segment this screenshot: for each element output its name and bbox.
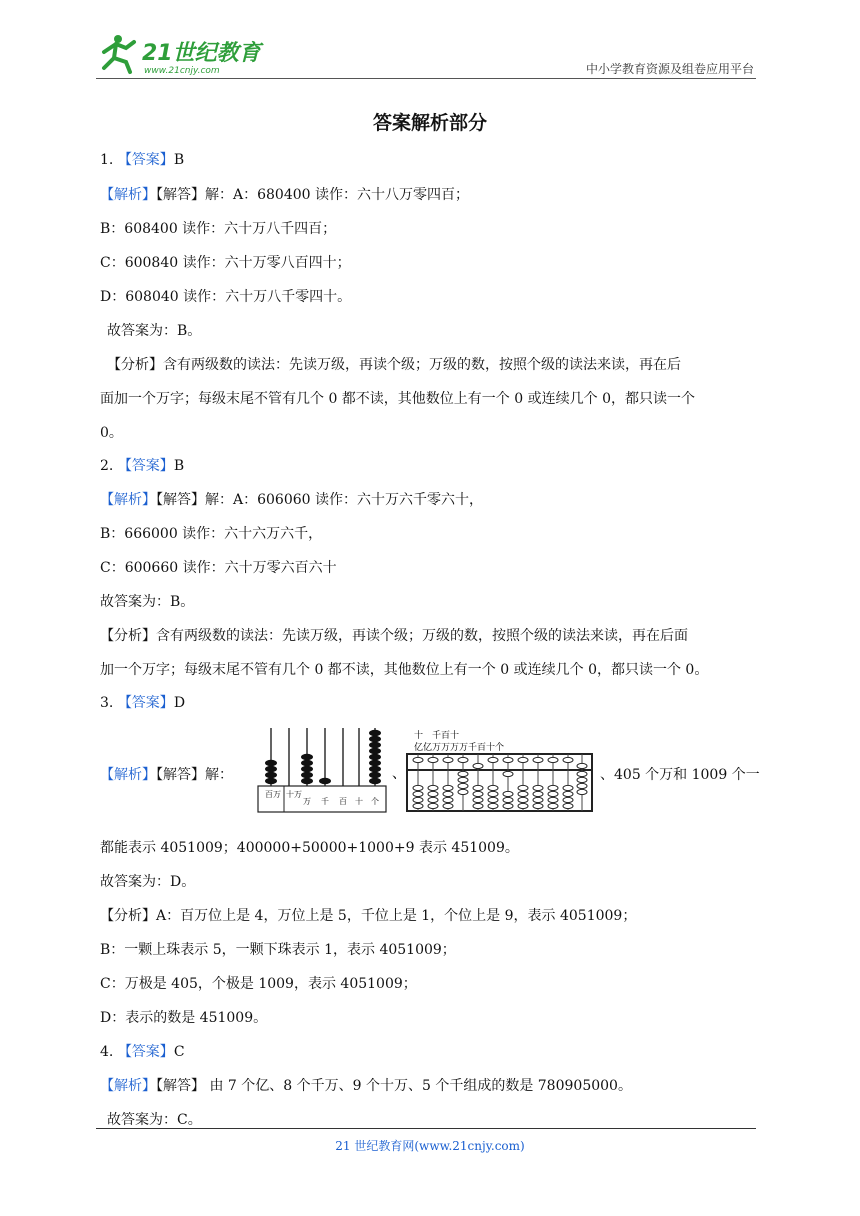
q1-number: 1. (100, 152, 114, 168)
analysis-tag: 【解析】 (100, 1078, 156, 1094)
q3-fenxi-text-1: A：百万位上是 4，万位上是 5，千位上是 1，个位上是 9，表示 4051009； (156, 908, 637, 924)
q3-answer: D (173, 695, 186, 711)
page-header (96, 30, 756, 78)
runner-icon (104, 35, 134, 72)
q2-line-3: C：600660 读作：六十万零六百六十 (100, 560, 337, 576)
solution-tag: 【解答】 (156, 492, 205, 508)
answer-tag: 【答案】 (117, 695, 174, 711)
q2-answer-line (100, 456, 184, 476)
abacus-label-thousands: 千 (321, 797, 329, 806)
q1-line-2: B：608400 读作：六十万八千四百； (100, 221, 337, 237)
analysis-tag: 【解析】 (100, 187, 156, 203)
q3-fenxi-line-3: C：万极是 405，个极是 1009，表示 4051009； (100, 976, 417, 992)
analysis-tag: 【解析】 (100, 492, 156, 508)
page-title: 答案解析部分 (372, 112, 487, 134)
q4-answer: C (173, 1044, 185, 1060)
footer-text: 21 世纪教育网(www.21cnjy.com) (335, 1139, 525, 1153)
q1-fenxi-text-1: 含有两级数的读法：先读万级，再读个级；万级的数，按照个级的读法来读，再在后 (163, 357, 681, 373)
fenxi-tag: 【分析】 (100, 908, 156, 924)
header-divider (96, 78, 756, 79)
q4-answer-line (100, 1042, 185, 1062)
footer-divider (96, 1128, 756, 1129)
abacus-label-hundred-thousands: 十万 (286, 790, 302, 799)
suanpan-figure (407, 729, 592, 811)
q4-line-1: 由 7 个亿、8 个千万、9 个十万、5 个千组成的数是 780905000。 (205, 1078, 632, 1094)
q1-fenxi-line-2: 面加一个万字；每级末尾不管有几个 0 都不读，其他数位上有一个 0 或连续几个 0，都只读一个 (100, 391, 695, 407)
q3-line-2: 都能表示 4051009；400000+50000+1000+9 表示 451009。 (100, 840, 519, 856)
q2-fenxi-line-2: 加一个万字；每级末尾不管有几个 0 都不读，其他数位上有一个 0 或连续几个 0，都只读一个 0。 (100, 662, 709, 678)
q3-fenxi-line-4: D：表示的数是 451009。 (100, 1010, 268, 1026)
answer-tag: 【答案】 (117, 1044, 174, 1060)
abacus-label-tens: 十 (355, 797, 363, 806)
q3-line-1-pre: 解： (205, 767, 233, 783)
answer-tag: 【答案】 (117, 152, 174, 168)
q2-fenxi-text-1: 含有两级数的读法：先读万级，再读个级；万级的数，按照个级的读法来读，再在后面 (156, 628, 688, 644)
q3-conclusion: 故答案为：D。 (100, 874, 196, 890)
counting-frame-figure (258, 728, 386, 812)
fenxi-tag: 【分析】 (100, 628, 156, 644)
q1-line-1: 解：A：680400 读作：六十八万零四百； (205, 187, 470, 203)
suanpan-place-labels: 亿亿万万万万千百十个 (414, 743, 505, 753)
q2-answer: B (173, 458, 185, 474)
q3-figures (256, 726, 601, 818)
logo (96, 30, 266, 76)
q4-analysis-line (100, 1076, 632, 1096)
q3-fenxi-line-1 (100, 906, 636, 926)
q1-answer-line (100, 150, 184, 170)
q1-line-4: D：608040 读作：六十万八千零四十。 (100, 289, 352, 305)
solution-tag: 【解答】 (156, 1078, 205, 1094)
q1-answer: B (173, 152, 185, 168)
q1-fenxi-line-3: 0。 (100, 425, 123, 441)
suanpan-top-labels: 十 千百十 (414, 731, 460, 741)
q4-number: 4. (100, 1044, 114, 1060)
q2-conclusion: 故答案为：B。 (100, 594, 195, 610)
q2-number: 2. (100, 458, 114, 474)
q1-fenxi-line-1 (107, 355, 681, 375)
q3-fenxi-line-2: B：一颗上珠表示 5，一颗下珠表示 1，表示 4051009； (100, 942, 456, 958)
q3-answer-line (100, 693, 185, 713)
q1-analysis-line (100, 185, 469, 205)
answer-tag: 【答案】 (117, 458, 174, 474)
q2-line-2: B：666000 读作：六十六万六千， (100, 526, 323, 542)
abacus-label-millions: 百万 (265, 790, 281, 799)
q2-analysis-line (100, 490, 483, 510)
q3-analysis-line (100, 765, 233, 785)
fenxi-tag: 【分析】 (107, 357, 163, 373)
abacus-label-ten-thousands: 万 (303, 797, 311, 806)
logo-url: www.21cnjy.com (144, 66, 220, 76)
q3-line-1-post: 、405 个万和 1009 个一 (600, 767, 760, 783)
abacus-label-ones: 个 (371, 797, 379, 806)
q2-line-1: 解：A：606060 读作：六十万六千零六十， (205, 492, 484, 508)
q3-separator-1: 、 (392, 766, 406, 782)
q3-figures-svg (256, 726, 601, 814)
q3-number: 3. (100, 695, 114, 711)
solution-tag: 【解答】 (156, 767, 205, 783)
solution-tag: 【解答】 (156, 187, 205, 203)
q4-conclusion: 故答案为：C。 (107, 1112, 202, 1128)
q1-line-3: C：600840 读作：六十万零八百四十； (100, 255, 351, 271)
analysis-tag: 【解析】 (100, 767, 156, 783)
q1-conclusion: 故答案为：B。 (107, 323, 202, 339)
q2-fenxi-line-1 (100, 626, 688, 646)
logo-text: 21世纪教育 (142, 41, 261, 66)
abacus-label-hundreds: 百 (339, 797, 347, 806)
header-platform-text: 中小学教育资源及组卷应用平台 (585, 62, 754, 76)
